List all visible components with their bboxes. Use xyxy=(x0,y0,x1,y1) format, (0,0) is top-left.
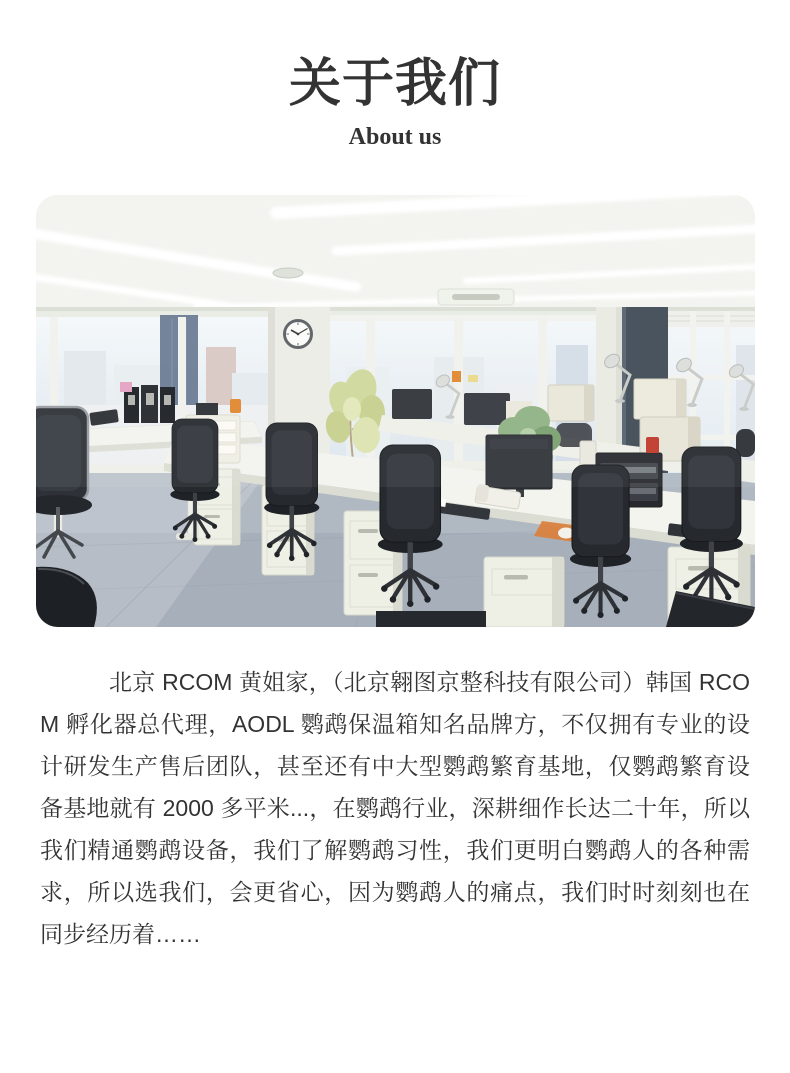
office-photo xyxy=(36,195,755,627)
daylight-haze xyxy=(36,307,755,487)
page-subtitle: About us xyxy=(348,124,442,151)
ceiling xyxy=(36,195,755,317)
about-section xyxy=(0,54,790,955)
page-title: 关于我们 xyxy=(288,56,501,113)
about-paragraph: 北京 RCOM 黄姐家，（北京翱图京整科技有限公司）韩国 RCOM 孵化器总代理，AODL 鹦鹉保温箱知名品牌方，不仅拥有专业的设计研发生产售后团队，甚至还有中大型鹦鹉繁育基地，仅鹦鹉繁育设备基地就有 2000 多平米...，在鹦鹉行业，深耕细作长达二十年，所以我们精通鹦鹉设备，我们了解鹦鹉习性，我们更明白鹦鹉人的各种需求，所以选我们，会更省心，因为鹦鹉人的痛点，我们时时刻刻也在同步经历着…… xyxy=(40,669,750,948)
office-scene xyxy=(36,195,755,627)
ac-panel xyxy=(438,289,514,305)
ceiling-vent xyxy=(273,268,303,278)
